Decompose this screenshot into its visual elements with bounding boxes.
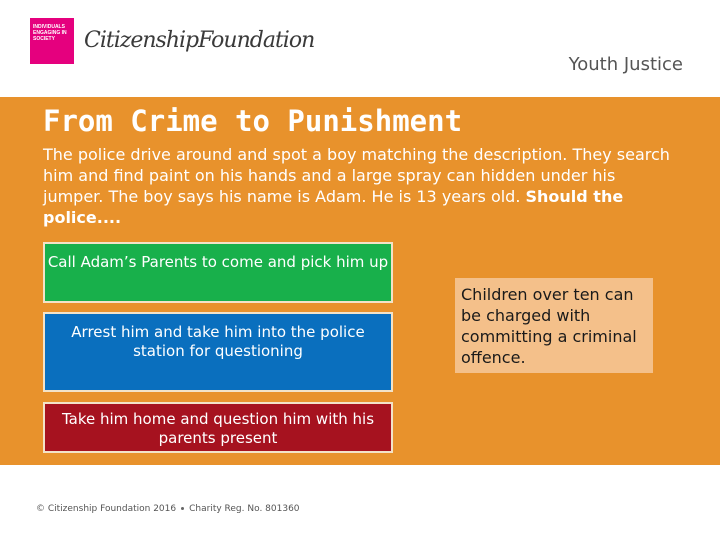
- option-label: Take him home and question him with his parents present: [61, 410, 375, 447]
- slide-title: From Crime to Punishment: [43, 104, 463, 138]
- option-call-parents-button[interactable]: [43, 242, 393, 303]
- option-label: Call Adam’s Parents to come and pick him up: [47, 253, 389, 271]
- bullet-separator-icon: [181, 507, 184, 510]
- option-label: Arrest him and take him into the police station for questioning: [71, 323, 365, 360]
- fact-box: [455, 278, 653, 373]
- fact-text: Children over ten can be charged with committing a criminal offence.: [461, 285, 637, 367]
- footer-copyright: © Citizenship Foundation 2016: [36, 504, 177, 514]
- footer-charity: Charity Reg. No. 801360: [189, 504, 300, 514]
- logo-wordmark: CitizenshipFoundation: [84, 28, 315, 53]
- scenario-question: Should the police....: [43, 187, 624, 227]
- logo-badge-line: SOCIETY: [33, 36, 55, 42]
- scenario-text: [43, 144, 673, 228]
- logo-badge-line: ENGAGING IN: [33, 30, 67, 36]
- option-take-home-button[interactable]: [43, 402, 393, 453]
- footer: [36, 504, 300, 514]
- scenario-body: The police drive around and spot a boy matching the description. They search him and find paint on his hands and a large spray can hidden under his jumper. The boy says his name is Adam. He is 13 years old.: [43, 145, 670, 206]
- logo-badge: [30, 18, 74, 64]
- option-arrest-button[interactable]: [43, 312, 393, 392]
- section-tag: Youth Justice: [568, 54, 683, 75]
- logo-badge-line: INDIVIDUALS: [33, 24, 65, 30]
